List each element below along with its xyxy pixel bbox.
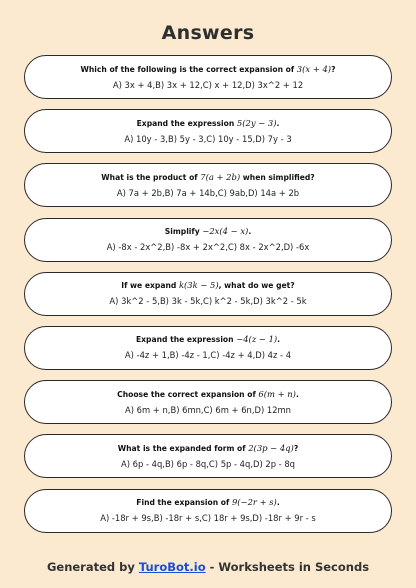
math-expression: 6(m + n) [258,388,296,399]
answer-options: A) 3k^2 - 5,B) 3k - 5k,C) k^2 - 5k,D) 3k^2 - 5k [109,296,307,307]
math-expression: −2x(4 − x) [202,226,249,237]
answer-options: A) 3x + 4,B) 3x + 12,C) x + 12,D) 3x^2 + 12 [112,79,304,90]
answer-options: A) -4z + 1,B) -4z - 1,C) -4z + 4,D) 4z - 4 [124,350,292,361]
answer-options: A) -8x - 2x^2,B) -8x + 2x^2,C) 8x - 2x^2,D) -6x [106,242,310,253]
answer-options: A) -18r + 9s,B) -18r + s,C) 18r + 9s,D) -18r + 9r - s [100,513,316,523]
question-card-9 [24,489,392,533]
question-text: What is the expanded form of 2(3p − 4q)? [117,442,299,453]
page-title: Answers [161,22,255,44]
question-text: What is the product of 7(a + 2b) when simplified? [101,171,315,182]
question-card-3 [24,163,392,207]
math-expression: k(3k − 5) [178,280,219,291]
math-expression: 3(x + 4) [296,63,332,74]
turobot-link[interactable]: TuroBot.io [138,560,206,574]
question-text: If we expand k(3k − 5), what do we get? [121,280,295,291]
question-text: Choose the correct expansion of 6(m + n). [117,388,299,399]
question-card-8 [24,434,392,478]
question-card-6 [24,326,392,370]
question-card-2 [24,109,392,153]
math-expression: 5(2y − 3) [236,117,277,128]
math-expression: 7(a + 2b) [200,171,241,182]
answer-options: A) 6p - 4q,B) 6p - 8q,C) 5p - 4q,D) 2p - 8q [120,458,296,469]
question-text: Expand the expression −4(z − 1). [135,334,281,345]
answer-options: A) 6m + n,B) 6mn,C) 6m + 6n,D) 12mn [125,404,291,415]
question-text: Which of the following is the correct expansion of 3(x + 4)? [80,63,336,74]
question-card-4 [24,218,392,262]
question-text: Simplify −2x(4 − x). [164,226,252,237]
math-expression: 2(3p − 4q) [248,442,294,453]
footer-prefix: Generated by [46,560,139,574]
footer [0,560,416,574]
question-text: Expand the expression 5(2y − 3). [136,117,280,128]
question-card-7 [24,380,392,424]
math-expression: −4(z − 1) [236,334,278,345]
question-text: Find the expansion of 9(−2r + s). [136,497,280,507]
math-expression: 9(−2r + s) [231,497,277,507]
question-list [24,55,392,543]
question-card-5 [24,272,392,316]
question-card-1 [24,55,392,99]
answer-options: A) 10y - 3,B) 5y - 3,C) 10y - 15,D) 7y - 3 [124,133,292,144]
footer-suffix: - Worksheets in Seconds [205,560,370,574]
answer-options: A) 7a + 2b,B) 7a + 14b,C) 9ab,D) 14a + 2b [116,187,300,198]
